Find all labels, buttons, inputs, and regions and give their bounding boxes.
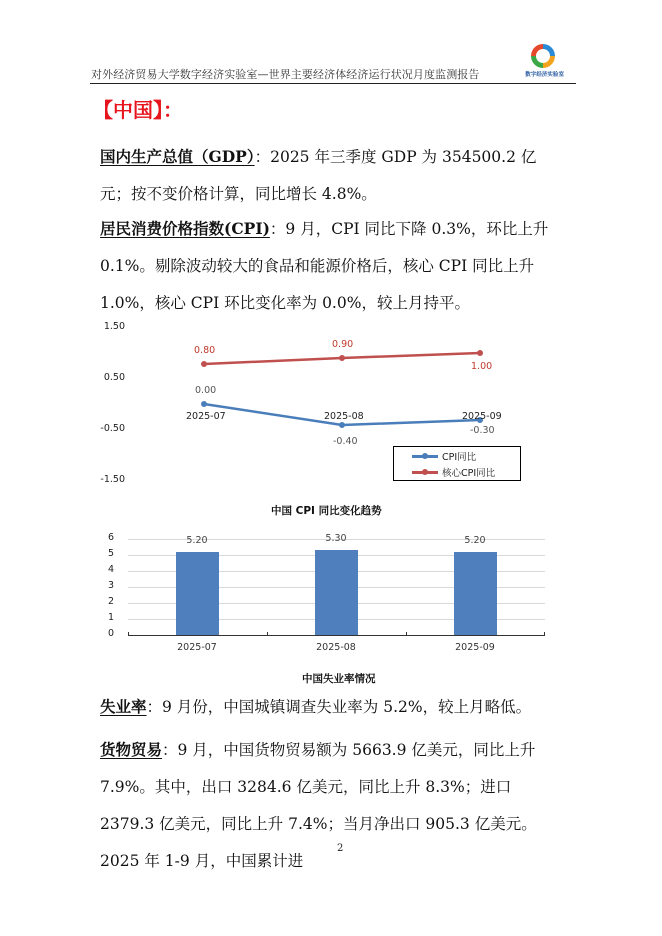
bar-2025-09	[454, 552, 497, 635]
gdp-label: 国内生产总值（GDP）	[100, 147, 255, 166]
bar-2025-08	[315, 550, 358, 635]
bar-value-label: 5.30	[325, 533, 347, 544]
data-label: 0.00	[195, 385, 217, 396]
y-tick: 0.50	[103, 372, 125, 383]
unemployment-label: 失业率	[100, 697, 147, 716]
gdp-text: ：2025 年三季度 GDP 为 354500.2 亿元；按不变价格计算，同比增长 4.8%。	[100, 148, 537, 203]
y-tick: 0	[108, 628, 115, 639]
x-category: 2025-07	[177, 642, 217, 653]
legend-line-marker-icon	[412, 455, 438, 458]
x-category: 2025-08	[316, 642, 356, 653]
data-label: -0.30	[470, 425, 495, 436]
y-tick: 6	[108, 532, 115, 543]
y-tick: 1.50	[103, 321, 125, 332]
data-label: 0.80	[194, 345, 216, 356]
bar-value-label: 5.20	[186, 535, 208, 546]
chart-legend	[393, 446, 521, 481]
cpi-text: ：9 月，CPI 同比下降 0.3%，环比上升 0.1%。剔除波动较大的食品和能源价格后，核心 CPI 同比上升 1.0%，核心 CPI 环比变化率为 0.0%，较上月持平。	[100, 220, 549, 312]
lab-logo	[522, 44, 566, 80]
y-tick: 3	[108, 580, 115, 591]
x-axis	[128, 635, 545, 636]
x-category: 2025-09	[462, 411, 502, 422]
y-tick: 2	[108, 596, 115, 607]
bar-2025-07	[176, 552, 219, 635]
y-tick: 5	[108, 548, 115, 559]
cpi-chart-title: 中国 CPI 同比变化趋势	[271, 505, 382, 517]
cpi-line-chart	[95, 315, 545, 495]
y-tick: 4	[108, 564, 115, 575]
paragraph-unemployment	[100, 688, 562, 726]
trade-label: 货物贸易	[100, 740, 163, 759]
logo-text: 数字经济实验室	[525, 70, 564, 78]
logo-globe-icon	[531, 44, 555, 68]
legend-line-marker-icon	[412, 471, 438, 474]
x-category: 2025-08	[324, 411, 364, 422]
legend-item-core-cpi: 核心CPI同比	[412, 465, 495, 479]
y-tick: -0.50	[100, 423, 125, 434]
data-label: 1.00	[471, 361, 493, 372]
x-category: 2025-07	[186, 411, 226, 422]
y-tick: -1.50	[100, 474, 125, 485]
unemployment-chart-title: 中国失业率情况	[302, 673, 376, 685]
y-tick: 1	[108, 612, 115, 623]
data-label: -0.40	[333, 436, 358, 447]
bar-value-label: 5.20	[464, 535, 486, 546]
page-number: 2	[337, 843, 344, 854]
header-divider	[90, 83, 576, 84]
report-header-title: 对外经济贸易大学数字经济实验室—世界主要经济体经济运行状况月度监测报告	[91, 68, 480, 81]
section-title-china: 【中国】：	[93, 98, 183, 122]
trade-text: ：9 月，中国货物贸易额为 5663.9 亿美元，同比上升 7.9%。其中，出口 3284.6 亿美元，同比上升 8.3%；进口 2379.3 亿美元，同比上升 7.4%；当月净出口 905.3 亿美元。2025 年 1-9 月，中国累计进	[100, 741, 537, 870]
unemployment-text: ：9 月份，中国城镇调查失业率为 5.2%，较上月略低。	[146, 698, 532, 716]
cpi-label: 居民消费价格指数(CPI)	[100, 219, 270, 238]
data-label: 0.90	[332, 339, 354, 350]
unemployment-bar-chart	[100, 528, 560, 658]
legend-item-cpi: CPI同比	[412, 449, 476, 463]
paragraph-gdp	[100, 138, 562, 213]
paragraph-trade	[100, 731, 562, 880]
x-category: 2025-09	[455, 642, 495, 653]
paragraph-cpi	[100, 210, 562, 322]
